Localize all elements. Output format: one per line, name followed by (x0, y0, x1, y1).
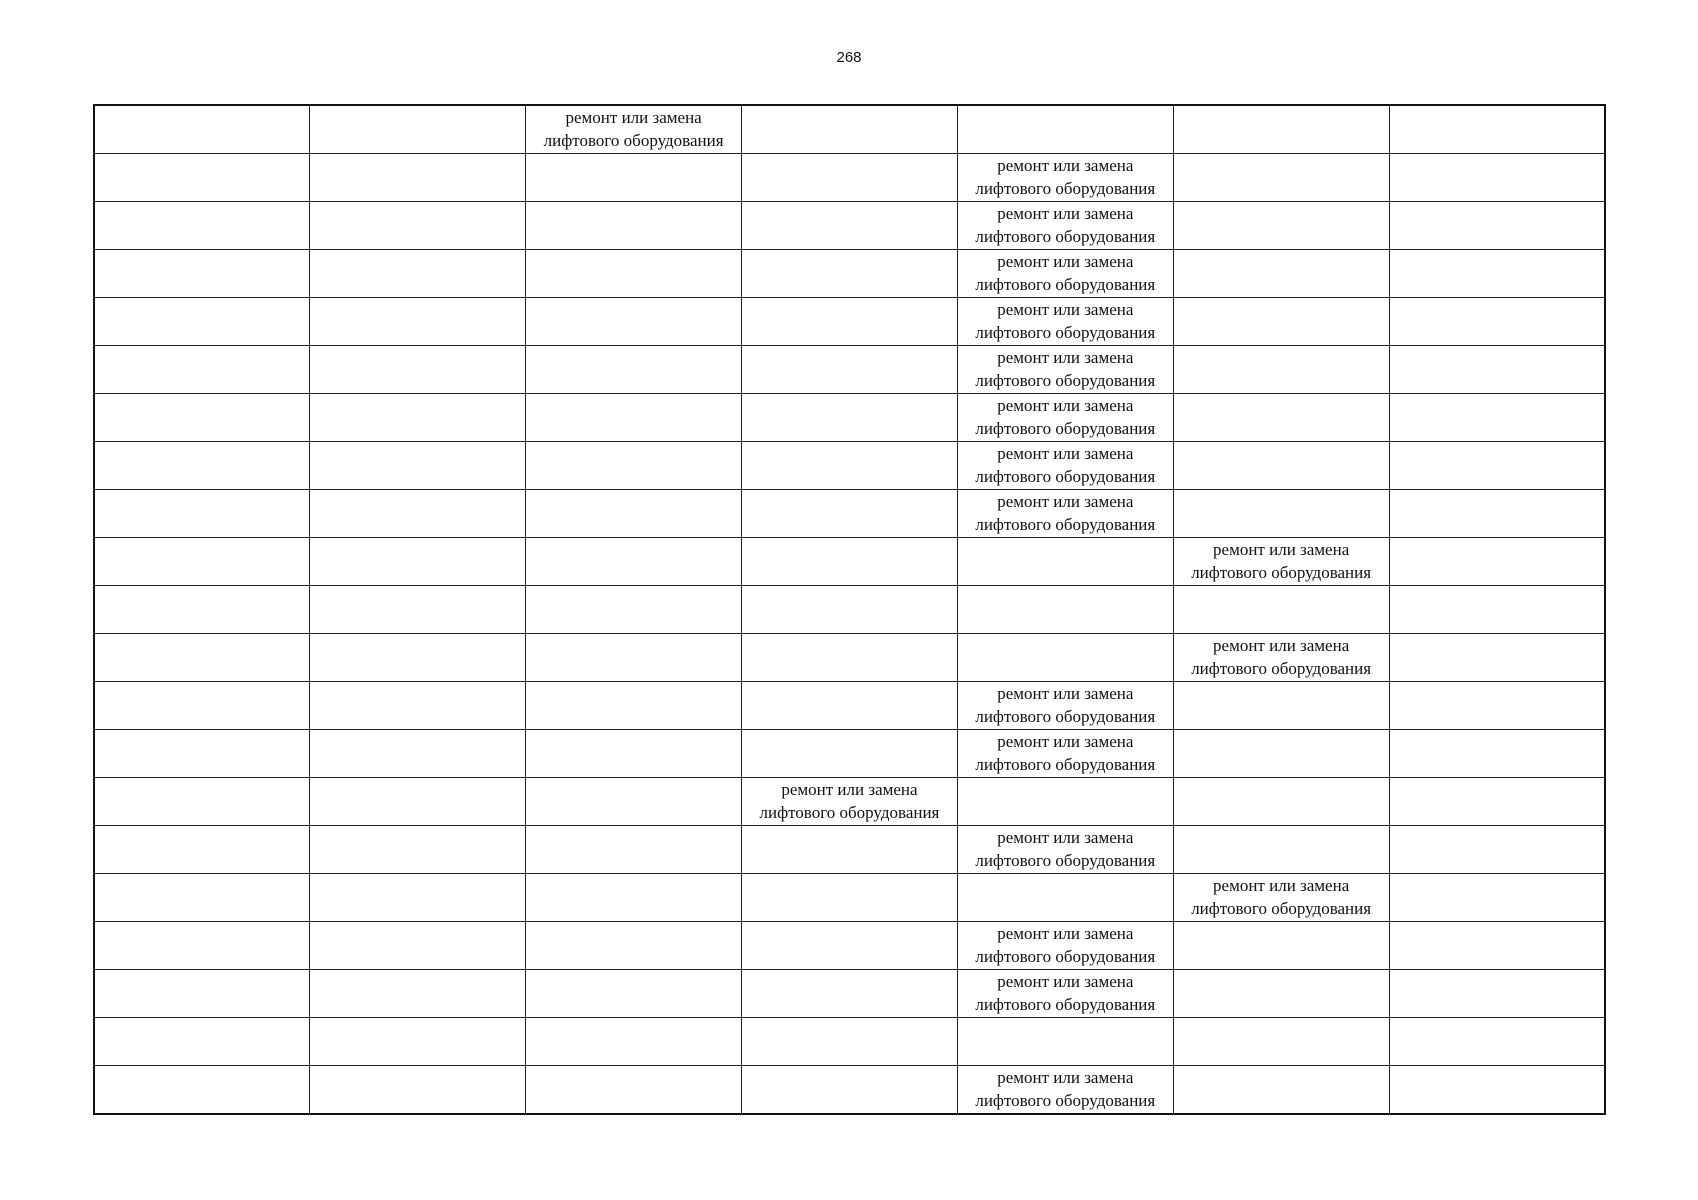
work-type-cell (1173, 538, 1389, 586)
table-cell (1173, 970, 1389, 1018)
table-row (94, 730, 1605, 778)
work-type-line-2: лифтового оборудования (975, 419, 1156, 438)
table-cell (1173, 730, 1389, 778)
table-cell (310, 298, 526, 346)
table-cell (310, 634, 526, 682)
table-cell (94, 442, 310, 490)
table-cell (1173, 250, 1389, 298)
work-type-line-1: ремонт или замена (1213, 636, 1350, 655)
work-type-cell (957, 442, 1173, 490)
table-row (94, 298, 1605, 346)
table-cell (742, 250, 958, 298)
table-cell (1173, 1066, 1389, 1115)
table-cell (1173, 202, 1389, 250)
table-cell (1173, 682, 1389, 730)
table-cell (310, 394, 526, 442)
work-type-line-1: ремонт или замена (997, 156, 1134, 175)
table-cell (742, 922, 958, 970)
work-type-line-2: лифтового оборудования (975, 227, 1156, 246)
work-type-cell (957, 970, 1173, 1018)
work-type-line-1: ремонт или замена (997, 444, 1134, 463)
table-row (94, 922, 1605, 970)
work-type-line-1: ремонт или замена (997, 204, 1134, 223)
table-cell (94, 394, 310, 442)
table-cell (1389, 826, 1605, 874)
table-row (94, 538, 1605, 586)
table-cell (1173, 586, 1389, 634)
table-cell (1173, 346, 1389, 394)
table-cell (94, 826, 310, 874)
table-cell (310, 250, 526, 298)
work-type-line-1: ремонт или замена (997, 828, 1134, 847)
table-cell (1389, 1018, 1605, 1066)
table-row (94, 874, 1605, 922)
table-row (94, 1018, 1605, 1066)
table-row (94, 105, 1605, 154)
table-cell (310, 730, 526, 778)
work-type-line-1: ремонт или замена (997, 252, 1134, 271)
work-type-line-1: ремонт или замена (781, 780, 918, 799)
table-cell (742, 634, 958, 682)
table-cell (1173, 826, 1389, 874)
table-cell (1389, 970, 1605, 1018)
table-cell (526, 778, 742, 826)
work-type-cell (742, 778, 958, 826)
table-cell (310, 586, 526, 634)
table-row (94, 634, 1605, 682)
work-type-cell (957, 202, 1173, 250)
table-cell (310, 826, 526, 874)
table-cell (526, 1066, 742, 1115)
table-cell (742, 826, 958, 874)
table-cell (1173, 922, 1389, 970)
work-type-line-1: ремонт или замена (997, 972, 1134, 991)
table-cell (1389, 346, 1605, 394)
table-cell (1389, 586, 1605, 634)
table-cell (94, 730, 310, 778)
table-cell (1173, 442, 1389, 490)
table-cell (957, 538, 1173, 586)
table-cell (742, 874, 958, 922)
table-cell (1389, 105, 1605, 154)
table-cell (526, 826, 742, 874)
table-cell (526, 1018, 742, 1066)
table-cell (310, 874, 526, 922)
table-cell (94, 922, 310, 970)
table-row (94, 154, 1605, 202)
work-type-cell (957, 1066, 1173, 1115)
work-type-line-2: лифтового оборудования (975, 995, 1156, 1014)
table-cell (742, 1066, 958, 1115)
table-cell (742, 394, 958, 442)
work-type-line-2: лифтового оборудования (975, 707, 1156, 726)
table-cell (1173, 298, 1389, 346)
table-cell (1389, 298, 1605, 346)
work-type-cell (957, 682, 1173, 730)
table-cell (1389, 634, 1605, 682)
table-cell (310, 682, 526, 730)
table-cell (94, 346, 310, 394)
table-cell (94, 1066, 310, 1115)
table-cell (94, 538, 310, 586)
table-cell (526, 394, 742, 442)
work-type-line-2: лифтового оборудования (1191, 899, 1372, 918)
table-cell (310, 442, 526, 490)
work-type-cell (957, 826, 1173, 874)
table-cell (310, 538, 526, 586)
table-cell (742, 538, 958, 586)
table-cell (957, 634, 1173, 682)
table-row (94, 1066, 1605, 1115)
table-cell (1389, 154, 1605, 202)
table-cell (957, 105, 1173, 154)
table-cell (310, 154, 526, 202)
table-cell (1389, 682, 1605, 730)
work-type-line-2: лифтового оборудования (1191, 659, 1372, 678)
table-row (94, 778, 1605, 826)
table-cell (742, 298, 958, 346)
work-type-line-1: ремонт или замена (1213, 540, 1350, 559)
table-cell (1173, 105, 1389, 154)
table-cell (526, 202, 742, 250)
table-cell (310, 970, 526, 1018)
table-cell (94, 586, 310, 634)
table-cell (526, 154, 742, 202)
work-type-line-1: ремонт или замена (1213, 876, 1350, 895)
work-type-line-2: лифтового оборудования (975, 515, 1156, 534)
table-cell (94, 154, 310, 202)
table-cell (742, 442, 958, 490)
work-type-cell (957, 154, 1173, 202)
table-cell (1389, 394, 1605, 442)
table-row (94, 490, 1605, 538)
work-type-line-1: ремонт или замена (997, 732, 1134, 751)
table-cell (526, 922, 742, 970)
work-type-line-2: лифтового оборудования (975, 467, 1156, 486)
table-cell (957, 586, 1173, 634)
work-type-line-1: ремонт или замена (997, 396, 1134, 415)
table-row (94, 346, 1605, 394)
table-cell (94, 874, 310, 922)
table-cell (310, 202, 526, 250)
table-cell (742, 105, 958, 154)
table-row (94, 394, 1605, 442)
table-cell (526, 586, 742, 634)
work-type-line-2: лифтового оборудования (1191, 563, 1372, 582)
table-cell (1173, 778, 1389, 826)
work-type-cell (957, 490, 1173, 538)
table-cell (526, 538, 742, 586)
table-cell (1389, 730, 1605, 778)
table-cell (526, 250, 742, 298)
table-cell (526, 346, 742, 394)
table-cell (742, 202, 958, 250)
table-row (94, 202, 1605, 250)
table-cell (94, 105, 310, 154)
work-type-line-1: ремонт или замена (997, 684, 1134, 703)
work-type-line-1: ремонт или замена (997, 300, 1134, 319)
page-number: 268 (836, 49, 862, 66)
work-type-line-2: лифтового оборудования (975, 851, 1156, 870)
table-cell (310, 922, 526, 970)
table-cell (310, 778, 526, 826)
table-cell (526, 490, 742, 538)
table-cell (526, 874, 742, 922)
table-cell (1389, 250, 1605, 298)
table-cell (94, 490, 310, 538)
work-type-line-2: лифтового оборудования (975, 275, 1156, 294)
table-row (94, 250, 1605, 298)
table-cell (1389, 1066, 1605, 1115)
work-type-cell (957, 298, 1173, 346)
table-row (94, 970, 1605, 1018)
table-row (94, 586, 1605, 634)
table-cell (94, 634, 310, 682)
table-cell (526, 730, 742, 778)
work-type-line-2: лифтового оборудования (543, 131, 724, 150)
work-type-cell (1173, 874, 1389, 922)
work-type-line-2: лифтового оборудования (759, 803, 940, 822)
table-cell (94, 298, 310, 346)
table-cell (742, 154, 958, 202)
table-cell (742, 490, 958, 538)
table-cell (1173, 1018, 1389, 1066)
table-cell (957, 778, 1173, 826)
table-cell (310, 105, 526, 154)
work-type-line-1: ремонт или замена (997, 492, 1134, 511)
work-type-line-2: лифтового оборудования (975, 755, 1156, 774)
table-cell (742, 586, 958, 634)
work-schedule-table (93, 104, 1606, 1115)
table-cell (94, 970, 310, 1018)
table-cell (310, 1066, 526, 1115)
table-cell (1389, 778, 1605, 826)
work-type-line-1: ремонт или замена (997, 1068, 1134, 1087)
table-cell (94, 778, 310, 826)
work-type-line-2: лифтового оборудования (975, 947, 1156, 966)
table-cell (957, 1018, 1173, 1066)
table-cell (1173, 490, 1389, 538)
table-cell (310, 490, 526, 538)
work-type-line-1: ремонт или замена (565, 108, 702, 127)
work-type-cell (957, 922, 1173, 970)
table-cell (1173, 394, 1389, 442)
table-row (94, 682, 1605, 730)
work-type-cell (526, 105, 742, 154)
work-type-line-1: ремонт или замена (997, 924, 1134, 943)
table-cell (742, 682, 958, 730)
table-cell (94, 682, 310, 730)
table-cell (1389, 922, 1605, 970)
table-cell (742, 730, 958, 778)
work-type-cell (957, 394, 1173, 442)
work-type-line-2: лифтового оборудования (975, 179, 1156, 198)
work-type-cell (957, 346, 1173, 394)
work-type-line-1: ремонт или замена (997, 348, 1134, 367)
table-cell (1389, 490, 1605, 538)
table-cell (957, 874, 1173, 922)
table-cell (526, 442, 742, 490)
table-cell (94, 202, 310, 250)
table-cell (526, 298, 742, 346)
table-cell (94, 1018, 310, 1066)
table-cell (742, 1018, 958, 1066)
work-type-cell (957, 250, 1173, 298)
work-type-cell (957, 730, 1173, 778)
work-type-line-2: лифтового оборудования (975, 371, 1156, 390)
work-type-line-2: лифтового оборудования (975, 323, 1156, 342)
work-type-line-2: лифтового оборудования (975, 1091, 1156, 1110)
table-cell (1173, 154, 1389, 202)
table-cell (742, 346, 958, 394)
table-body (94, 105, 1605, 1114)
table-row (94, 442, 1605, 490)
table-cell (310, 346, 526, 394)
table-cell (1389, 874, 1605, 922)
table-cell (94, 250, 310, 298)
table-cell (526, 682, 742, 730)
table-cell (310, 1018, 526, 1066)
table-cell (1389, 538, 1605, 586)
work-type-cell (1173, 634, 1389, 682)
table-cell (526, 634, 742, 682)
table-cell (1389, 442, 1605, 490)
table-cell (742, 970, 958, 1018)
table-row (94, 826, 1605, 874)
table-cell (526, 970, 742, 1018)
table-cell (1389, 202, 1605, 250)
